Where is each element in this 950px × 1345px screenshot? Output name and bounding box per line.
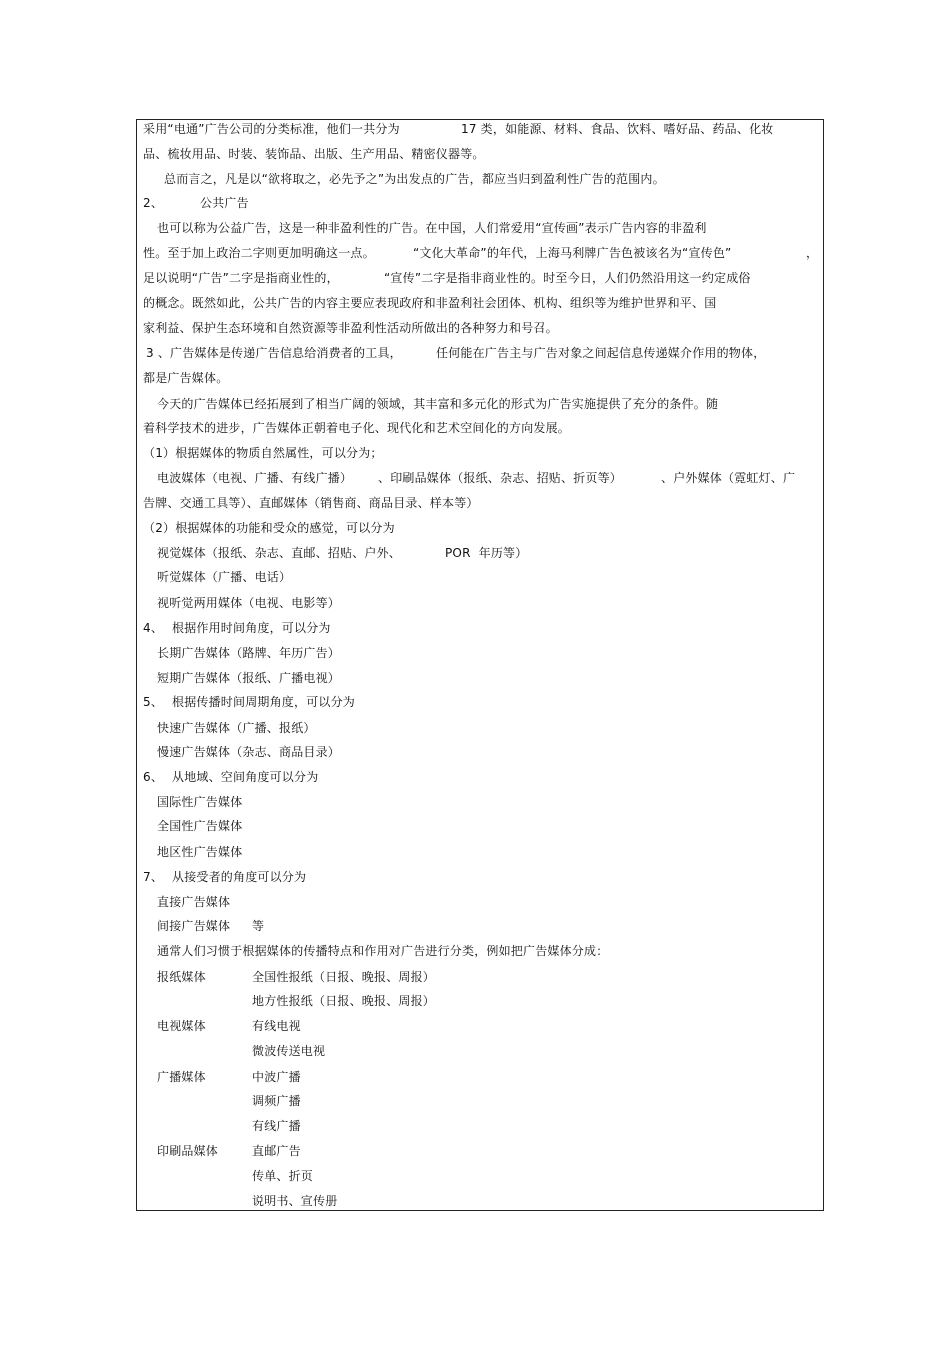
list-item: 直接广告媒体 [157,895,231,909]
text-line: 的概念。既然如此，公共广告的内容主要应表现政府和非盈利社会团体、机构、组织等为维护世界和平、国 [143,296,717,310]
category-heading: 根据传播时间周期角度，可以分为 [172,695,356,709]
text-line: 通常人们习惯于根据媒体的传播特点和作用对广告进行分类，例如把广告媒体分成： [157,944,609,958]
list-item: 等 [252,919,265,933]
media-subtype: 有线广播 [252,1119,301,1133]
category-heading: （1）根据媒体的物质自然属性，可以分为； [143,446,383,460]
category-number: 5、 [143,695,164,709]
text-line: 采用“电通”广告公司的分类标准，他们一共分为 [143,122,400,136]
media-subtype: 说明书、宣传册 [252,1194,338,1208]
media-type-label: 报纸媒体 [157,970,206,984]
text-line: 今天的广告媒体已经拓展到了相当广阔的领域，其丰富和多元化的形式为广告实施提供了充分的条件。随 [157,397,719,411]
section-number: 2、 [143,196,164,210]
text-line: 3 、广告媒体是传递广告信息给消费者的工具， [146,346,402,360]
text-line: 家利益、保护生态环境和自然资源等非盈利性活动所做出的各种努力和号召。 [143,321,558,335]
media-subtype: 地方性报纸（日报、晚报、周报） [252,994,436,1008]
media-subtype: 全国性报纸（日报、晚报、周报） [252,970,436,984]
category-number: 7、 [143,870,164,884]
text-line: 告牌、交通工具等）、直邮媒体（销售商、商品目录、样本等） [143,496,479,510]
text-line: 、印刷品媒体（报纸、杂志、招贴、折页等） [378,471,623,485]
text-line: 视听觉两用媒体（电视、电影等） [157,596,341,610]
media-subtype: 有线电视 [252,1019,301,1033]
media-subtype: 微波传送电视 [252,1044,326,1058]
media-type-label: 印刷品媒体 [157,1144,219,1158]
media-subtype: 直邮广告 [252,1144,301,1158]
text-line: 也可以称为公益广告，这是一种非盈利性的广告。在中国，人们常爱用“宣传画”表示广告内容的非盈利 [157,221,707,235]
text-line: 性。至于加上政治二字则更加明确这一点。 [143,246,375,260]
list-item: 慢速广告媒体（杂志、商品目录） [157,745,341,759]
media-subtype: 中波广播 [252,1070,301,1084]
text-line: 任何能在广告主与广告对象之间起信息传递媒介作用的物体， [436,346,766,360]
list-item: 全国性广告媒体 [157,819,243,833]
list-item: 地区性广告媒体 [157,845,243,859]
media-subtype: 调频广播 [252,1094,301,1108]
category-heading: （2）根据媒体的功能和受众的感觉，可以分为 [143,521,395,535]
text-line: POR 年历等） [445,546,528,560]
media-type-label: 电视媒体 [157,1019,206,1033]
text-line: 总而言之，凡是以“欲将取之，必先予之”为出发点的广告，都应当归到盈利性广告的范围内。 [164,172,665,186]
text-line: 17 类，如能源、材料、食品、饮料、嗜好品、药品、化妆 [461,122,774,136]
list-item: 长期广告媒体（路牌、年历广告） [157,646,341,660]
category-heading: 从地域、空间角度可以分为 [172,770,319,784]
text-line: “文化大革命”的年代，上海马利牌广告色被该名为“宣传色” [413,246,732,260]
media-type-label: 广播媒体 [157,1070,206,1084]
category-heading: 根据作用时间角度，可以分为 [172,621,331,635]
text-line: 都是广告媒体。 [143,371,229,385]
media-subtype: 传单、折页 [252,1169,314,1183]
text-line: 视觉媒体（报纸、杂志、直邮、招贴、户外、 [157,546,402,560]
list-item: 国际性广告媒体 [157,795,243,809]
text-line: 着科学技术的进步，广告媒体正朝着电子化、现代化和艺术空间化的方向发展。 [143,421,571,435]
list-item: 间接广告媒体 [157,919,231,933]
text-line: ， [806,246,819,260]
text-line: 足以说明“广告”二字是指商业性的， [143,271,339,285]
text-line: 、户外媒体（霓虹灯、广 [661,471,796,485]
text-line: 电波媒体（电视、广播、有线广播） [157,471,353,485]
list-item: 短期广告媒体（报纸、广播电视） [157,671,341,685]
text-line: 品、梳妆用品、时装、装饰品、出版、生产用品、精密仪器等。 [143,147,485,161]
text-line: “宣传”二字是指非商业性的。时至今日，人们仍然沿用这一约定成俗 [384,271,751,285]
category-number: 6、 [143,770,164,784]
category-heading: 从接受者的角度可以分为 [172,870,307,884]
section-title: 公共广告 [200,196,249,210]
text-line: 听觉媒体（广播、电话） [157,570,292,584]
list-item: 快速广告媒体（广播、报纸） [157,721,316,735]
category-number: 4、 [143,621,164,635]
